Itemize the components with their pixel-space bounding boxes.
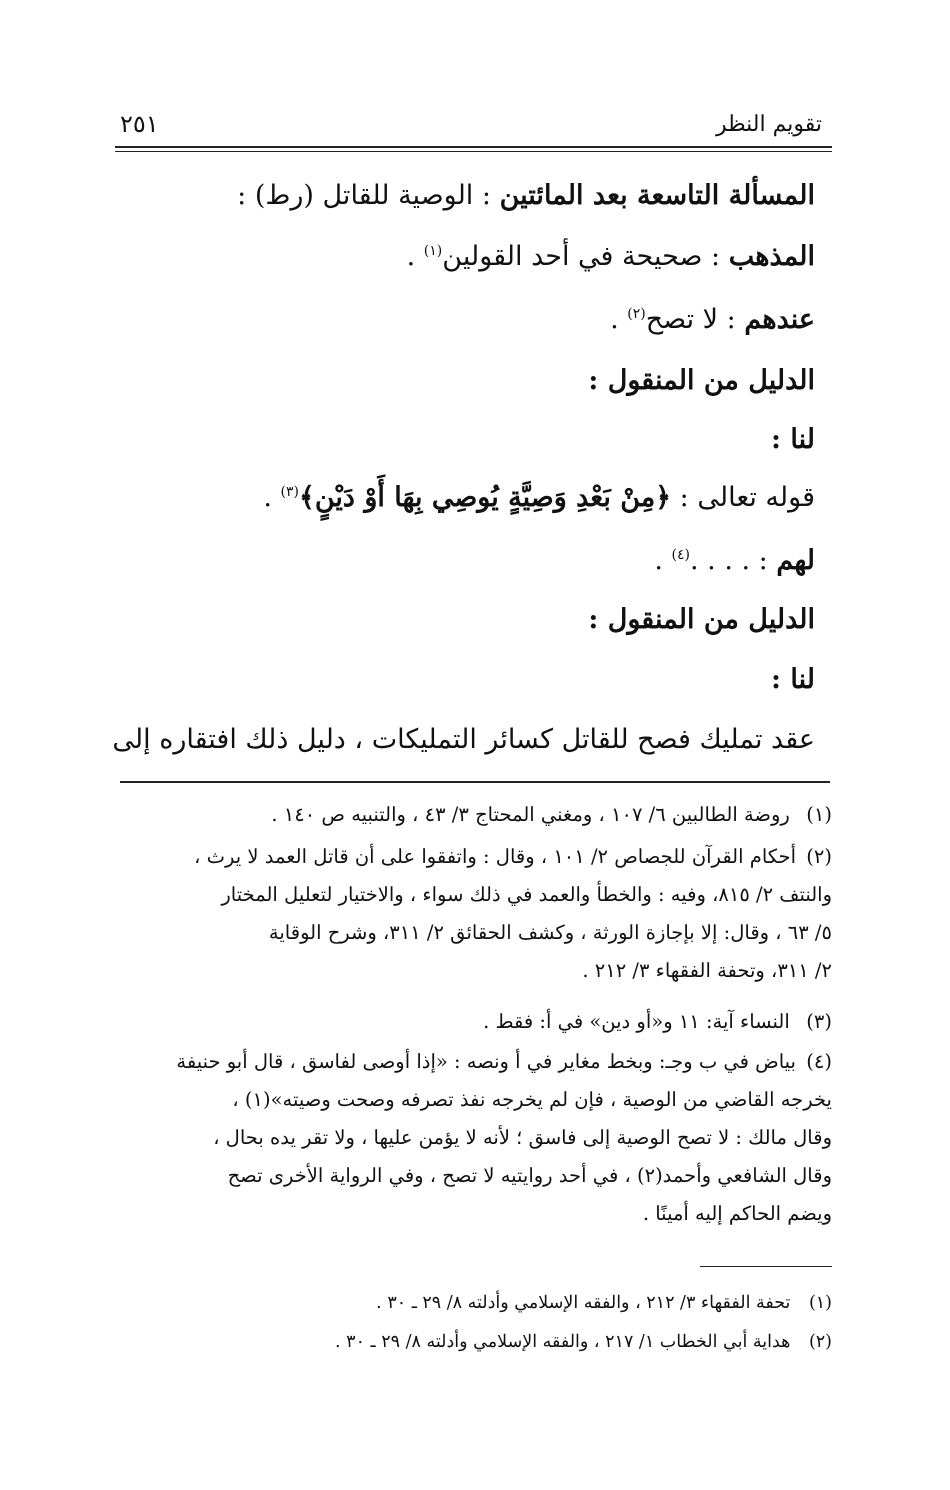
footnote-4-line-5: ويضم الحاكم إليه أمينًا . <box>642 1202 832 1225</box>
footnote-4-line-3: وقال مالك : لا تصح الوصية إلى فاسق ؛ لأنه لا يؤمن عليها ، ولا تقر يده بحال ، <box>213 1126 832 1149</box>
header-rule-thin <box>115 151 832 152</box>
footnote-2-line-1: أحكام القرآن للجصاص ٢/ ١٠١ ، وقال : واتفقوا على أن قاتل العمد لا يرث ، <box>194 845 796 868</box>
footnote-4-line-4: وقال الشافعي وأحمد(٢) ، في أحد روايتيه لا تصح ، وفي الرواية الأخرى تصح <box>227 1164 832 1187</box>
header-rule <box>115 146 832 148</box>
footnote-3-text: النساء آية: ١١ و«أو دين» في أ: فقط . <box>483 1010 790 1033</box>
body-last-line: عقد تمليك فصح للقاتل كسائر التمليكات ، دليل ذلك افتقاره إلى <box>112 724 815 755</box>
madhhab-line: المذهب : صحيحة في أحد القولين$^{(١)}$ . <box>406 241 815 272</box>
footnote-1 <box>118 796 832 834</box>
sub-footnote-2-number: (٢) <box>808 1332 832 1352</box>
footnote-4 <box>118 1043 832 1233</box>
lahum-line: لهم : . . . .$^{(٤)}$ . <box>654 545 815 576</box>
lahum-text: : . . . . <box>689 545 768 576</box>
lana-heading-2: لنا : <box>771 664 815 695</box>
indahum-line: عندهم : لا تصح$^{(٢)}$ . <box>610 304 815 335</box>
footnote-1-number: (١) <box>806 803 832 826</box>
footnote-2 <box>118 838 832 990</box>
footnote-4-line-1: بياض في ب وجـ: وبخط مغاير في أ ونصه : «إذا أوصى لفاسق ، قال أبو حنيفة <box>176 1050 796 1073</box>
footnote-2-line-2: والنتف ٢/ ٨١٥، وفيه : والخطأ والعمد في ذلك سواء ، والاختيار لتعليل المختار <box>221 883 832 906</box>
quran-verse: ﴿مِنْ بَعْدِ وَصِيَّةٍ يُوصِي بِهَا أَوْ دَيْنٍ﴾ <box>299 482 672 513</box>
footnote-rule <box>120 781 830 783</box>
madhhab-label: المذهب <box>728 241 815 272</box>
footnote-3-number: (٣) <box>806 1010 832 1033</box>
footnote-4-line-2: يخرجه القاضي من الوصية ، فإن لم يخرجه نفذ تصرفه وصحت وصيته»(١) ، <box>232 1088 832 1111</box>
question-text: : الوصية للقاتل (رط) : <box>237 180 491 211</box>
footnote-ref-3[interactable]: (٣) <box>280 484 300 500</box>
footnote-ref-4[interactable]: (٤) <box>671 547 690 563</box>
page-number: ٢٥١ <box>120 110 159 138</box>
indahum-text: : لا تصح <box>645 304 736 335</box>
running-title: تقويم النظر <box>715 112 822 137</box>
footnote-3 <box>118 1003 832 1041</box>
madhhab-text: : صحيحة في أحد القولين <box>442 241 721 272</box>
footnote-1-text: روضة الطالبين ٦/ ١٠٧ ، ومغني المحتاج ٣/ ٤٣ ، والتنبيه ص ١٤٠ . <box>271 803 790 826</box>
footnote-ref-1[interactable]: (١) <box>423 243 443 259</box>
sub-footnote-2-text: هداية أبي الخطاب ١/ ٢١٧ ، والفقه الإسلامي وأدلته ٨/ ٢٩ ـ ٣٠ . <box>335 1332 791 1352</box>
verse-intro: قوله تعالى : <box>671 482 815 513</box>
dalil-heading-1: الدليل من المنقول : <box>588 365 815 396</box>
sub-footnote-1-text: تحفة الفقهاء ٣/ ٢١٢ ، والفقه الإسلامي وأدلته ٨/ ٢٩ ـ ٣٠ . <box>376 1293 791 1313</box>
question-line <box>237 180 815 211</box>
sub-footnote-1 <box>376 1293 832 1313</box>
lahum-label: لهم <box>776 545 815 576</box>
sub-footnote-rule <box>700 1266 832 1267</box>
footnote-2-number: (٢) <box>806 845 832 868</box>
question-label: المسألة التاسعة بعد المائتين <box>499 180 815 211</box>
footnote-2-line-3: ٥/ ٦٣ ، وقال: إلا بإجازة الورثة ، وكشف الحقائق ٢/ ٣١١، وشرح الوقاية <box>268 921 832 944</box>
verse-line: قوله تعالى : ﴿مِنْ بَعْدِ وَصِيَّةٍ يُوصِي بِهَا أَوْ دَيْنٍ﴾$^{(٣)}$ . <box>263 482 815 513</box>
indahum-label: عندهم <box>744 304 815 335</box>
sub-footnote-2 <box>335 1332 832 1352</box>
sub-footnote-1-number: (١) <box>808 1293 832 1313</box>
dalil-heading-2: الدليل من المنقول : <box>588 604 815 635</box>
footnote-ref-2[interactable]: (٢) <box>627 306 646 322</box>
lana-heading-1: لنا : <box>771 424 815 455</box>
footnote-4-number: (٤) <box>806 1050 832 1073</box>
footnote-2-line-4: ٢/ ٣١١، وتحفة الفقهاء ٣/ ٢١٢ . <box>582 959 832 982</box>
